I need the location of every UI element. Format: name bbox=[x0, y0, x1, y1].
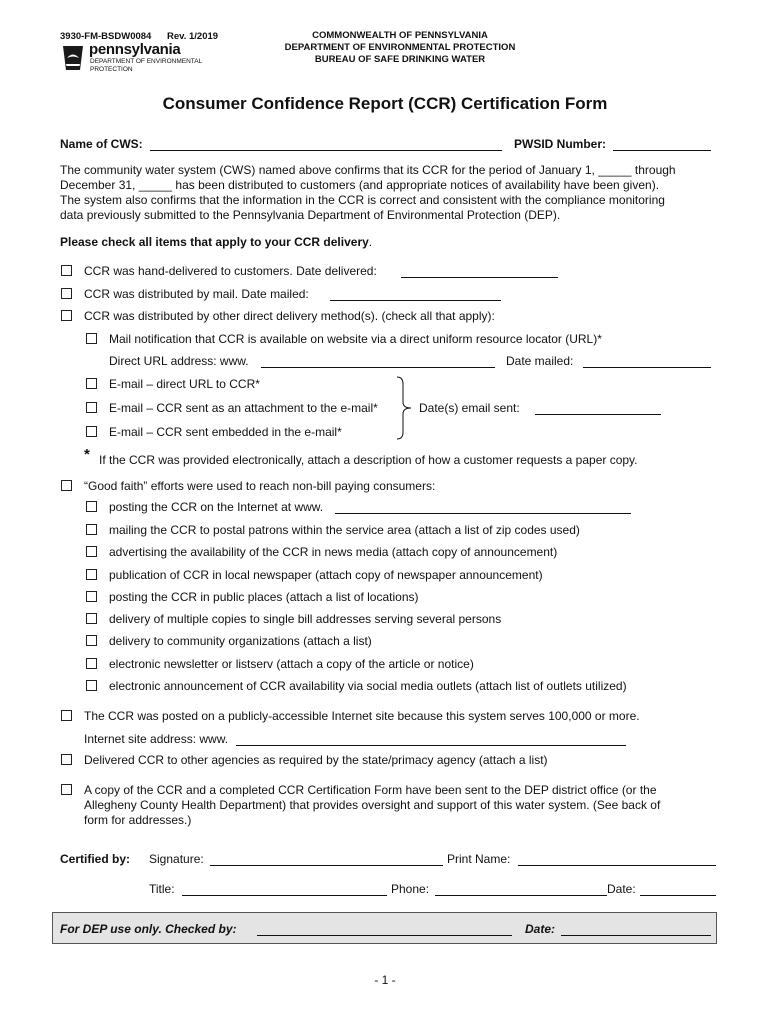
checkbox-gf-newsletter[interactable] bbox=[86, 658, 97, 669]
agency-line1: COMMONWEALTH OF PENNSYLVANIA bbox=[312, 30, 488, 41]
cert-date-label: Date: bbox=[607, 882, 636, 896]
agency-line2: DEPARTMENT OF ENVIRONMENTAL PROTECTION bbox=[284, 42, 516, 53]
pa-logo bbox=[60, 41, 230, 76]
instructions bbox=[60, 235, 372, 249]
other-direct-label: CCR was distributed by other direct delivery method(s). (check all that apply): bbox=[84, 309, 495, 323]
checkbox-gf-public-places[interactable] bbox=[86, 591, 97, 602]
checkbox-copy-sent[interactable] bbox=[61, 784, 72, 795]
checkbox-hand-delivered[interactable] bbox=[61, 265, 72, 276]
phone-label: Phone: bbox=[391, 882, 430, 896]
direct-url-label: Direct URL address: www. bbox=[109, 354, 249, 368]
logo-dept-line1: DEPARTMENT OF ENVIRONMENTAL bbox=[90, 58, 203, 65]
certified-by-label: Certified by: bbox=[60, 852, 131, 866]
agency-line3: BUREAU OF SAFE DRINKING WATER bbox=[314, 54, 486, 65]
intro-line2: December 31, _____ has been distributed to customers (and appropriate notices of availability have been given). bbox=[60, 178, 660, 192]
gf-posting-internet-label: posting the CCR on the Internet at www. bbox=[109, 500, 324, 514]
footnote-asterisk: * bbox=[84, 446, 90, 463]
dates-email-sent-field[interactable] bbox=[535, 414, 661, 415]
checkbox-gf-advertising[interactable] bbox=[86, 546, 97, 557]
phone-field[interactable] bbox=[435, 895, 607, 896]
dep-date-label: Date: bbox=[525, 922, 556, 936]
signature-label: Signature: bbox=[149, 852, 204, 866]
checkbox-email-embedded[interactable] bbox=[86, 426, 97, 437]
print-name-label: Print Name: bbox=[447, 852, 511, 866]
form-revision: Rev. 1/2019 bbox=[167, 31, 219, 42]
checkbox-mail-notification[interactable] bbox=[86, 333, 97, 344]
gf-newsletter-label: electronic newsletter or listserv (attach a copy of the article or notice) bbox=[109, 657, 474, 671]
keystone-icon bbox=[60, 44, 86, 72]
gf-multiple-copies-label: delivery of multiple copies to single bill addresses serving several persons bbox=[109, 612, 502, 626]
url-date-mailed-label: Date mailed: bbox=[506, 354, 574, 368]
checkbox-gf-social-media[interactable] bbox=[86, 680, 97, 691]
gf-public-places-label: posting the CCR in public places (attach a list of locations) bbox=[109, 590, 419, 604]
dep-checked-by-field[interactable] bbox=[257, 935, 512, 936]
dates-email-sent-label: Date(s) email sent: bbox=[419, 401, 520, 415]
pwsid-field[interactable] bbox=[613, 150, 711, 151]
date-mailed-field[interactable] bbox=[330, 300, 501, 301]
form-number: 3930-FM-BSDW0084 bbox=[60, 31, 152, 42]
instructions-period: . bbox=[368, 235, 373, 249]
print-name-field[interactable] bbox=[518, 865, 716, 866]
checkbox-email-direct[interactable] bbox=[86, 378, 97, 389]
signature-field[interactable] bbox=[210, 865, 443, 866]
internet-site-field[interactable] bbox=[236, 745, 626, 746]
brace-icon bbox=[395, 376, 417, 440]
direct-url-field[interactable] bbox=[261, 367, 495, 368]
dep-date-field[interactable] bbox=[561, 935, 711, 936]
hand-delivered-label: CCR was hand-delivered to customers. Date delivered: bbox=[84, 264, 377, 278]
checkbox-gf-mailing-postal[interactable] bbox=[86, 524, 97, 535]
mail-label: CCR was distributed by mail. Date mailed: bbox=[84, 287, 309, 301]
gf-community-orgs-label: delivery to community organizations (attach a list) bbox=[109, 634, 372, 648]
intro-line1: The community water system (CWS) named above confirms that its CCR for the period of January 1, _____ through bbox=[60, 163, 676, 177]
checkbox-other-agencies[interactable] bbox=[61, 754, 72, 765]
intro-line3: The system also confirms that the information in the CCR is correct and consistent with the compliance monitoring bbox=[60, 193, 665, 207]
checkbox-posted-internet[interactable] bbox=[61, 710, 72, 721]
dep-use-label: For DEP use only. Checked by: bbox=[60, 922, 237, 936]
checkbox-good-faith[interactable] bbox=[61, 480, 72, 491]
checkbox-gf-multiple-copies[interactable] bbox=[86, 613, 97, 624]
name-of-cws-field[interactable] bbox=[150, 150, 502, 151]
copy-line2: Allegheny County Health Department) that provides oversight and support of this water system. (See back of bbox=[84, 798, 661, 812]
gf-advertising-label: advertising the availability of the CCR in news media (attach copy of announcement) bbox=[109, 545, 558, 559]
logo-dept-line2: PROTECTION bbox=[90, 66, 133, 73]
title-label: Title: bbox=[149, 882, 175, 896]
checkbox-email-attachment[interactable] bbox=[86, 402, 97, 413]
copy-line1: A copy of the CCR and a completed CCR Certification Form have been sent to the DEP district office (or the bbox=[84, 783, 657, 797]
mail-notification-label: Mail notification that CCR is available on website via a direct uniform resource locator (URL)* bbox=[109, 332, 602, 346]
checkbox-gf-publication[interactable] bbox=[86, 569, 97, 580]
url-date-mailed-field[interactable] bbox=[583, 367, 711, 368]
gf-internet-address-field[interactable] bbox=[335, 513, 631, 514]
copy-line3: form for addresses.) bbox=[84, 813, 192, 827]
title-field[interactable] bbox=[182, 895, 387, 896]
page-number: - 1 - bbox=[374, 973, 396, 987]
checkbox-gf-community-orgs[interactable] bbox=[86, 635, 97, 646]
gf-social-media-label: electronic announcement of CCR availability via social media outlets (attach list of outlets utilized) bbox=[109, 679, 627, 693]
good-faith-label: “Good faith” efforts were used to reach non-bill paying consumers: bbox=[84, 479, 436, 493]
dep-use-box bbox=[52, 912, 717, 944]
posted-internet-label: The CCR was posted on a publicly-accessible Internet site because this system serves 100,000 or more. bbox=[84, 709, 640, 723]
gf-publication-label: publication of CCR in local newspaper (attach copy of newspaper announcement) bbox=[109, 568, 543, 582]
email-direct-label: E-mail – direct URL to CCR* bbox=[109, 377, 260, 391]
email-embedded-label: E-mail – CCR sent embedded in the e-mail* bbox=[109, 425, 342, 439]
gf-mailing-postal-label: mailing the CCR to postal patrons within the service area (attach a list of zip codes used) bbox=[109, 523, 580, 537]
checkbox-gf-posting-internet[interactable] bbox=[86, 501, 97, 512]
checkbox-other-direct[interactable] bbox=[61, 310, 72, 321]
name-of-cws-label: Name of CWS: bbox=[60, 137, 143, 151]
page-title: Consumer Confidence Report (CCR) Certification Form bbox=[162, 94, 608, 113]
date-delivered-field[interactable] bbox=[401, 277, 558, 278]
other-agencies-label: Delivered CCR to other agencies as required by the state/primacy agency (attach a list) bbox=[84, 753, 548, 767]
checkbox-mail[interactable] bbox=[61, 288, 72, 299]
email-attachment-label: E-mail – CCR sent as an attachment to the e-mail* bbox=[109, 401, 378, 415]
cert-date-field[interactable] bbox=[640, 895, 716, 896]
logo-wordmark: pennsylvania bbox=[89, 41, 181, 58]
footnote-text: If the CCR was provided electronically, attach a description of how a customer requests a paper copy. bbox=[99, 453, 638, 467]
internet-site-label: Internet site address: www. bbox=[84, 732, 229, 746]
pwsid-label: PWSID Number: bbox=[514, 137, 607, 151]
instructions-text: Please check all items that apply to your CCR delivery bbox=[60, 235, 369, 249]
intro-line4: data previously submitted to the Pennsylvania Department of Environmental Protection (DEP). bbox=[60, 208, 561, 222]
